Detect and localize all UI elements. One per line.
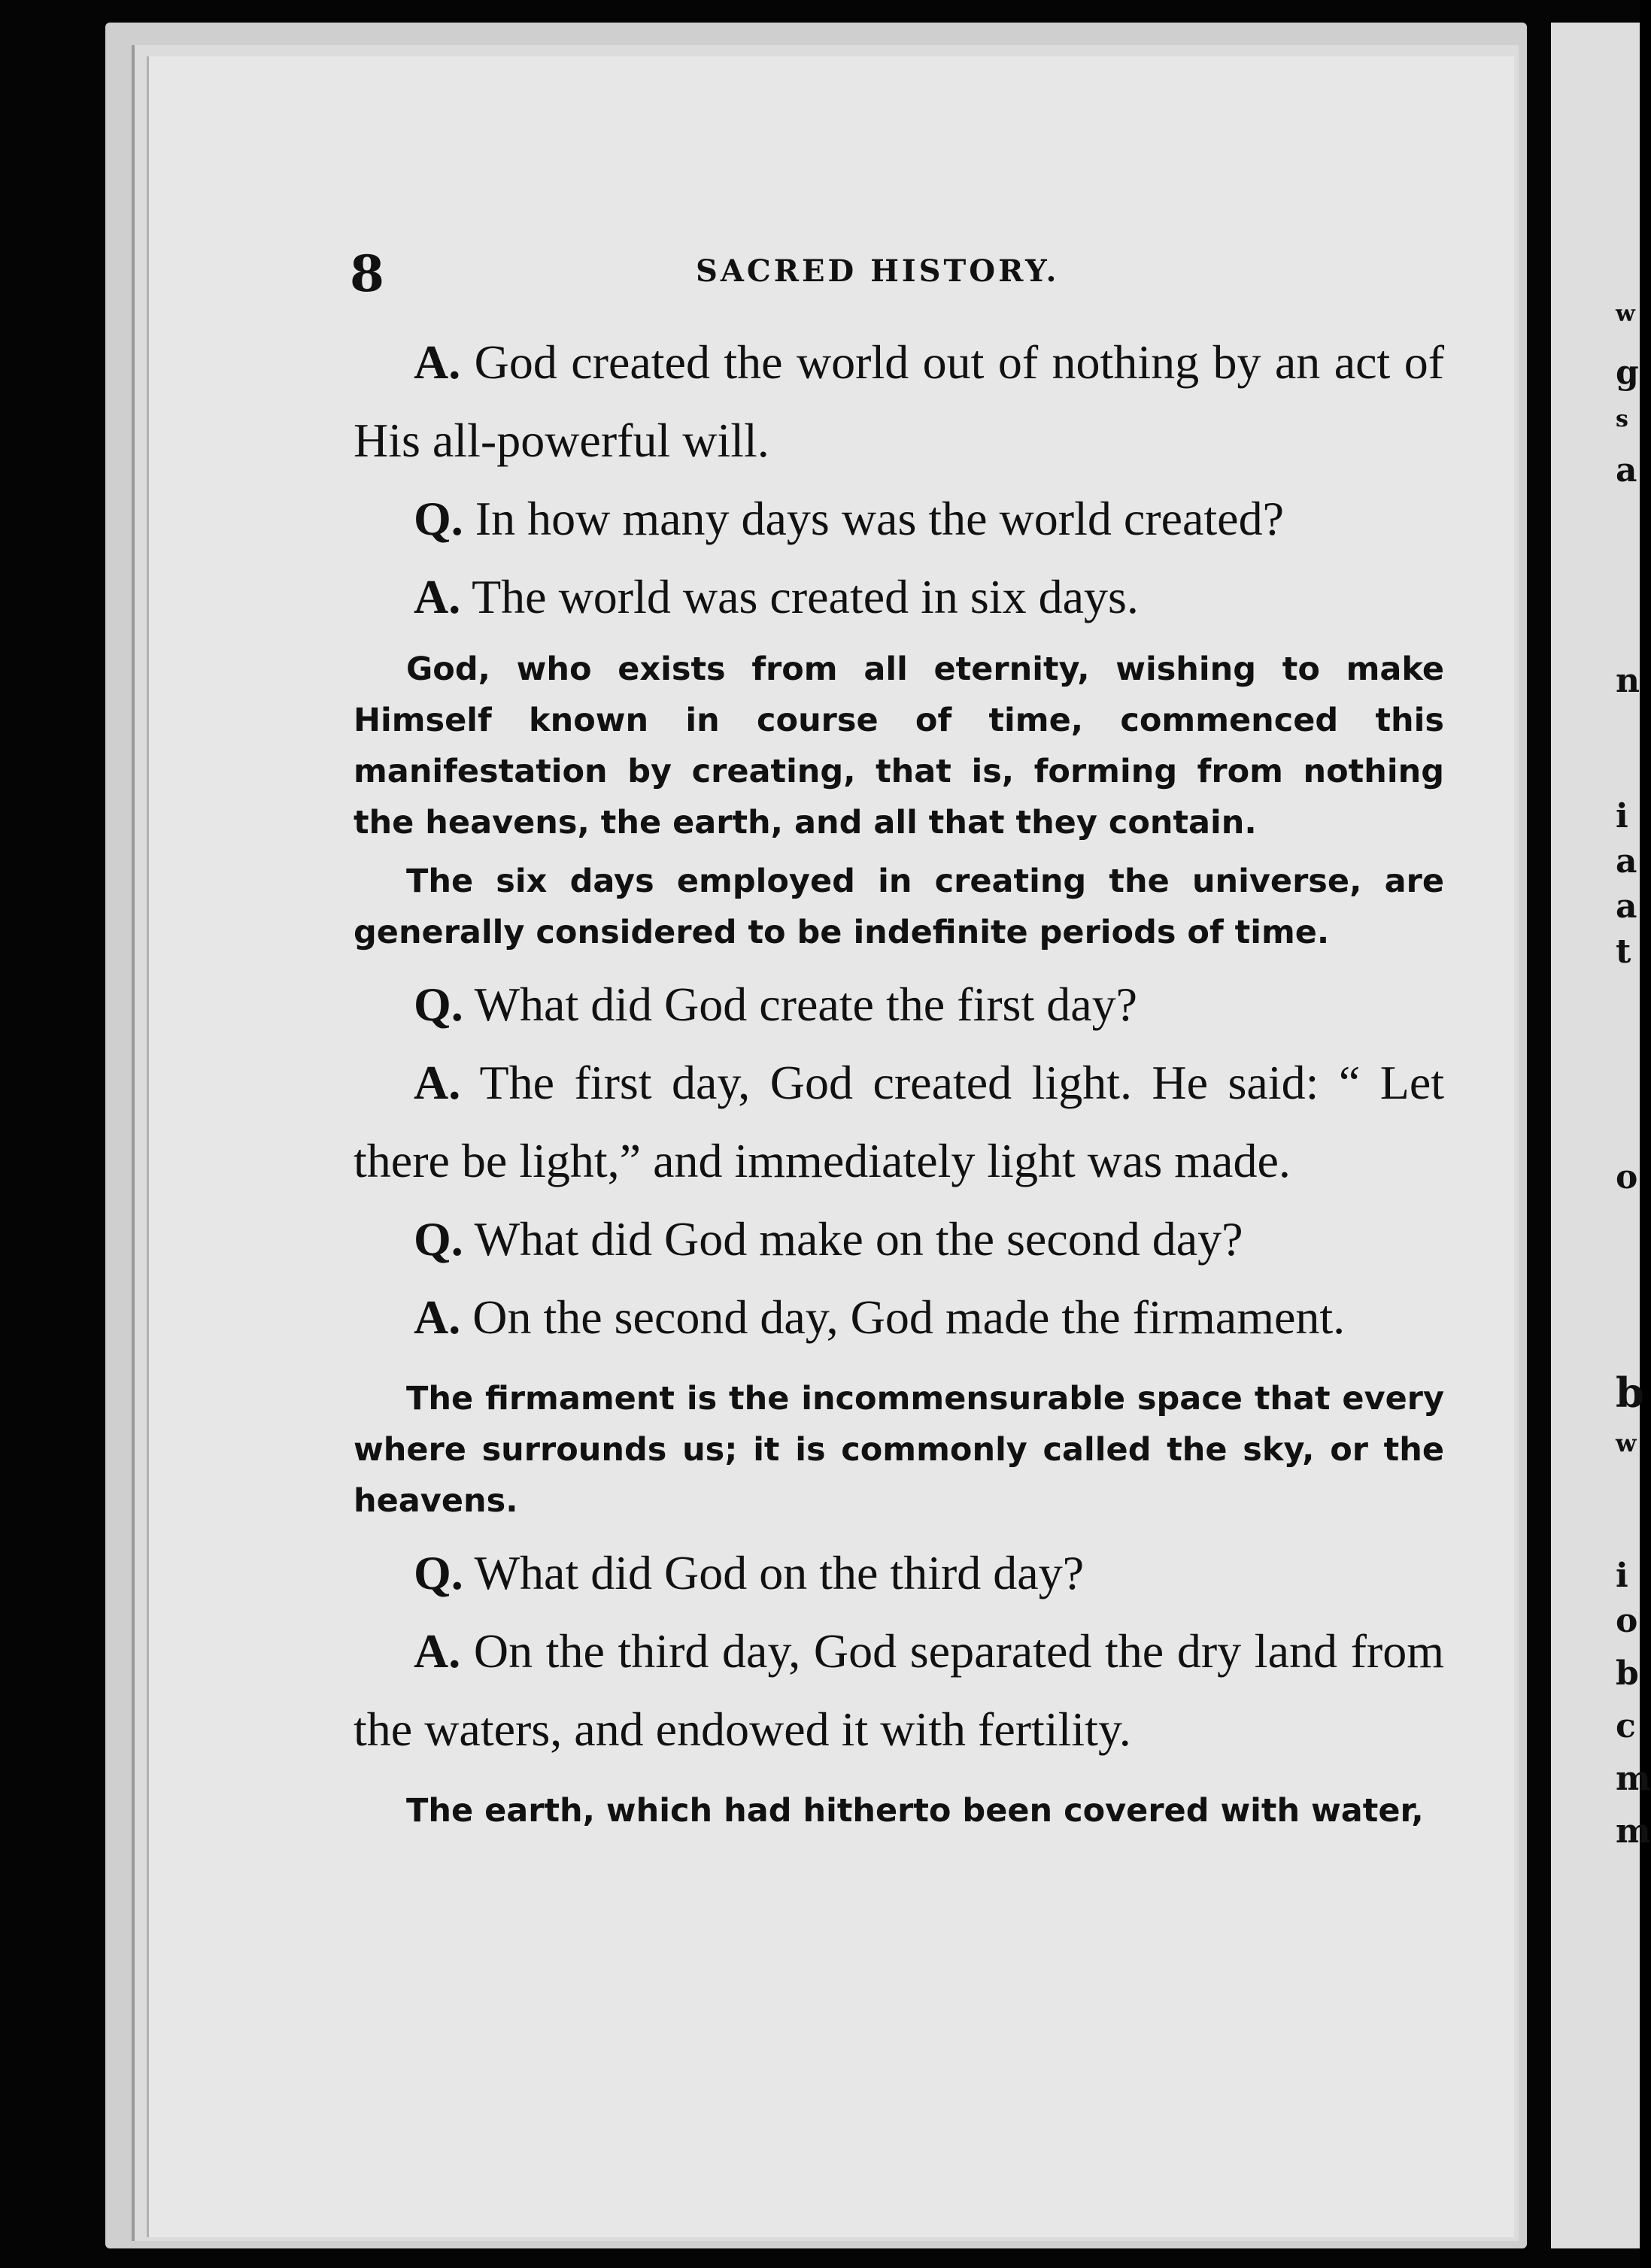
- commentary-note: God, who exists from all eternity, wishing to make Himself known in course of time, commenced this manifestation by creating, that is, forming from nothing the heavens, the earth, and all that they contain.: [354, 650, 1444, 841]
- next-page-letter: i: [1616, 797, 1628, 835]
- question-paragraph: [354, 966, 1444, 1044]
- answer-paragraph: [354, 1612, 1444, 1769]
- answer-paragraph: [354, 1044, 1444, 1200]
- next-page-letter: b: [1616, 1654, 1639, 1693]
- question-paragraph: [354, 1200, 1444, 1278]
- question-text: What did God make on the second day?: [474, 1212, 1243, 1266]
- question-marker: Q.: [414, 492, 463, 545]
- question-marker: Q.: [414, 1546, 463, 1599]
- next-page-letter: w: [1616, 1429, 1637, 1457]
- next-page-letter: o: [1616, 1158, 1638, 1196]
- next-page-letter: c: [1616, 1707, 1636, 1745]
- question-text: In how many days was the world created?: [475, 492, 1284, 545]
- answer-text: The first day, God created light. He said: “ Let there be light,” and immediately light was made.: [354, 1056, 1445, 1187]
- page-body: [354, 323, 1444, 1836]
- next-page-letter: i: [1616, 1557, 1628, 1595]
- question-paragraph: [354, 480, 1444, 558]
- next-page-letter: a: [1616, 842, 1637, 881]
- answer-paragraph: [354, 1278, 1444, 1357]
- commentary-note: The firmament is the incommensurable space that every where surrounds us; it is commonly called the sky, or the heavens.: [354, 1380, 1444, 1520]
- answer-paragraph: [354, 558, 1444, 636]
- next-page-letter: m: [1616, 1812, 1651, 1851]
- next-page-letter: a: [1616, 887, 1637, 926]
- answer-marker: A.: [414, 1290, 461, 1344]
- next-page-letter: s: [1616, 406, 1628, 432]
- next-page-letter: n: [1616, 662, 1640, 700]
- answer-text: On the second day, God made the firmament.: [472, 1290, 1346, 1344]
- question-text: What did God on the third day?: [474, 1546, 1085, 1599]
- question-marker: Q.: [414, 978, 463, 1031]
- next-page-letter: o: [1616, 1602, 1638, 1640]
- commentary-note: The six days employed in creating the universe, are generally considered to be indefinite periods of time.: [354, 863, 1444, 951]
- question-text: What did God create the first day?: [474, 978, 1138, 1031]
- next-page-letter: g: [1616, 353, 1639, 392]
- next-page-letter: a: [1616, 451, 1637, 490]
- next-page-letter: m: [1616, 1760, 1651, 1798]
- question-marker: Q.: [414, 1212, 463, 1266]
- next-page-letter: w: [1616, 301, 1635, 327]
- answer-text: The world was created in six days.: [472, 570, 1139, 623]
- page-number: 8: [350, 244, 384, 303]
- answer-text: God created the world out of nothing by an act of His all-powerful will.: [354, 335, 1445, 467]
- answer-paragraph: [354, 323, 1444, 480]
- next-page-letter: b: [1616, 1369, 1644, 1417]
- commentary-note: The earth, which had hitherto been covered with water,: [406, 1792, 1424, 1830]
- answer-marker: A.: [414, 335, 461, 389]
- page-header: [350, 244, 1102, 305]
- running-title: SACRED HISTORY.: [696, 253, 1060, 289]
- answer-marker: A.: [414, 1624, 461, 1678]
- answer-marker: A.: [414, 1056, 461, 1109]
- question-paragraph: [354, 1534, 1444, 1612]
- answer-text: On the third day, God separated the dry land from the waters, and endowed it with fertility.: [354, 1624, 1445, 1756]
- next-page-letter: t: [1616, 932, 1631, 971]
- answer-marker: A.: [414, 570, 461, 623]
